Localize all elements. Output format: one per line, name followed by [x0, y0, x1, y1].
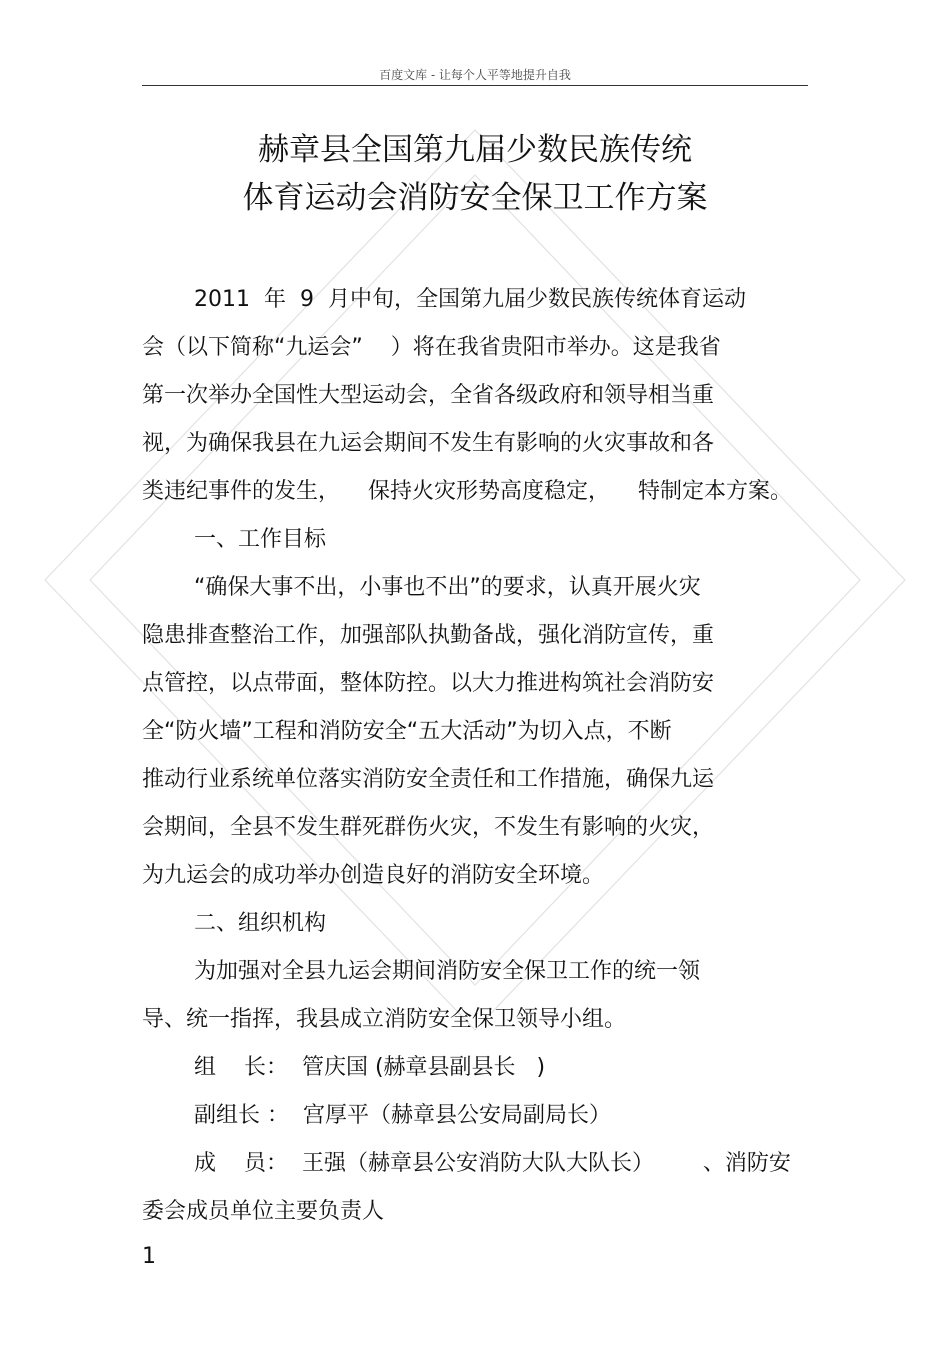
header-text: 百度文库 - 让每个人平等地提升自我: [379, 68, 571, 82]
header-rule: [142, 85, 808, 86]
body-line: 委会成员单位主要负责人: [142, 1199, 385, 1224]
body-line: 会（以下简称“九运会” ）将在我省贵阳市举办。这是我省: [142, 335, 721, 360]
body-line: 2011 年 9 月中旬，全国第九届少数民族传统体育运动: [194, 287, 746, 312]
section-heading: 二、组织机构: [194, 911, 327, 936]
member-line-deputy: 副组长 ： 宫厚平（赫章县公安局副局长）: [194, 1103, 611, 1128]
page-number: 1: [142, 1244, 156, 1269]
member-line-members: 成 员： 王强（赫章县公安消防大队大队长） 、消防安: [194, 1151, 791, 1176]
body-line: 视，为确保我县在九运会期间不发生有影响的火灾事故和各: [142, 431, 715, 456]
body-line: “确保大事不出，小事也不出”的要求，认真开展火灾: [194, 575, 701, 600]
body-line: 隐患排查整治工作，加强部队执勤备战，强化消防宣传，重: [142, 623, 715, 648]
body-line: 类违纪事件的发生， 保持火灾形势高度稳定， 特制定本方案。: [142, 479, 792, 504]
body-line: 会期间，全县不发生群死群伤火灾，不发生有影响的火灾，: [142, 815, 715, 840]
member-line-leader: 组 长： 管庆国 (赫章县副县长 ): [194, 1055, 546, 1080]
body-line: 推动行业系统单位落实消防安全责任和工作措施，确保九运: [142, 767, 715, 792]
body-line: 导、统一指挥，我县成立消防安全保卫领导小组。: [142, 1007, 627, 1032]
body-line: 第一次举办全国性大型运动会，全省各级政府和领导相当重: [142, 383, 715, 408]
document-title-line-1: 赫章县全国第九届少数民族传统: [258, 132, 692, 168]
body-line: 点管控，以点带面，整体防控。以大力推进构筑社会消防安: [142, 671, 715, 696]
body-line: 为加强对全县九运会期间消防安全保卫工作的统一领: [194, 959, 701, 984]
body-line: 为九运会的成功举办创造良好的消防安全环境。: [142, 863, 605, 888]
body-line: 全“防火墙”工程和消防安全“五大活动”为切入点，不断: [142, 719, 672, 744]
section-heading: 一、工作目标: [194, 527, 327, 552]
document-title-line-2: 体育运动会消防安全保卫工作方案: [242, 180, 708, 216]
